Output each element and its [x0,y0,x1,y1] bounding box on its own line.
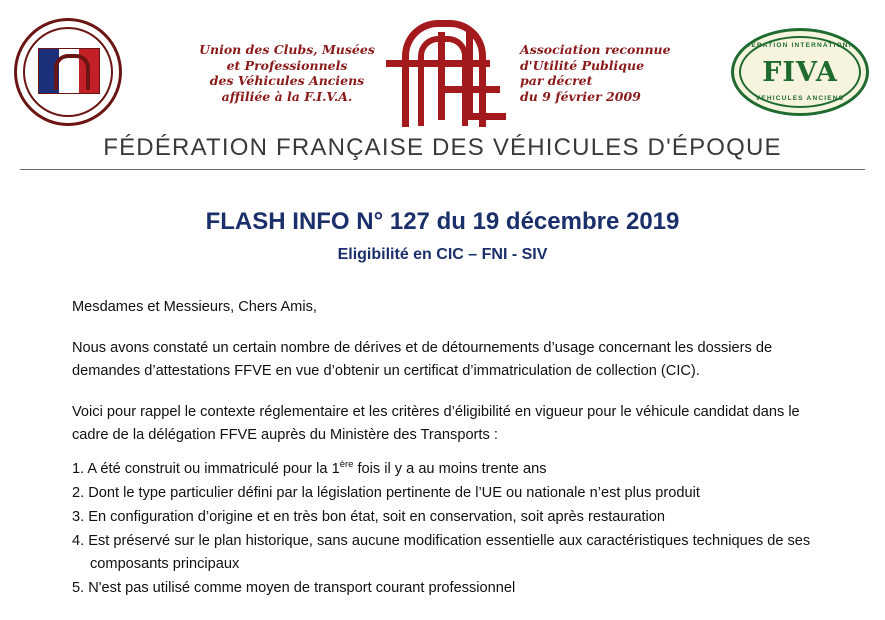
salutation: Mesdames et Messieurs, Chers Amis, [72,299,317,315]
list-item [72,482,813,505]
slogan-right [520,42,720,104]
list-item-text: Est préservé sur le plan historique, sans aucune modification essentielle aux caractéristiques techniques de ses composants principaux [88,532,811,572]
page-subtitle: Eligibilité en CIC – FNI - SIV [337,246,548,263]
slogan-right-line-1: Association reconnue [520,42,671,57]
criteria-list [72,453,813,600]
document-header [0,0,885,161]
list-item [72,453,813,481]
slogan-right-line-2: d'Utilité Publique [520,57,645,73]
ffve-seal-logo [14,18,122,126]
paragraph-1: Nous avons constaté un certain nombre de dérives et de détournements d’usage concernant les dossiers de demandes d’attestations FFVE en vue d’obtenir un certificat d’immatriculation de collection (CIC). [72,340,773,379]
slogan-left-line-1: Union des Clubs, Musées [199,42,375,57]
seal-arch-icon [54,54,90,90]
list-item-text-after: fois il y a au moins trente ans [353,460,547,477]
slogan-left-line-3: des Véhicules Anciens [209,73,365,88]
list-item [72,577,813,600]
list-item-sup: ère [339,459,354,470]
page-title: FLASH INFO N° 127 du 19 décembre 2019 [205,208,680,235]
slogan-left-line-2: et Professionnels [226,57,348,73]
list-item-number: 4. [72,532,85,549]
list-item-text: En configuration d’origine et en très bon état, soit en conservation, soit après restauration [88,508,666,525]
list-item-number: 2. [72,484,85,501]
list-item-number: 5. [72,579,85,596]
list-item-text: A été construit ou immatriculé pour la 1 [87,460,340,477]
fiva-wordmark: FIVA [762,57,838,88]
fiva-bottom-arc-text: VEHICULES ANCIENS [755,95,845,102]
slogan-right-line-4: du 9 février 2009 [520,88,641,104]
document-content [0,190,885,601]
header-divider [20,169,865,170]
paragraph-2: Voici pour rappel le contexte réglementaire et les critères d’éligibilité en vigueur pour le véhicule candidat dans le cadre de la délégation FFVE auprès du Ministère des Transports : [72,404,800,443]
fiva-top-arc-text: FEDERATION INTERNATIONALE [734,42,866,49]
slogan-left-line-4: affiliée à la F.I.V.A. [221,88,353,104]
list-item-number: 1. [72,460,85,477]
federation-title: FÉDÉRATION FRANÇAISE DES VÉHICULES D'ÉPOQUE [103,134,782,161]
list-item [72,530,813,576]
list-item-number: 3. [72,508,85,525]
ffve-monogram-icon [382,18,512,122]
list-item [72,506,813,529]
list-item-text: Dont le type particulier défini par la législation pertinente de l’UE ou nationale n’est plus produit [88,484,700,501]
document-body [72,296,813,600]
slogan-left [196,42,378,104]
fiva-badge-logo [731,28,869,116]
list-item-text: N'est pas utilisé comme moyen de transport courant professionnel [88,579,516,596]
slogan-right-line-3: par décret [520,73,593,88]
